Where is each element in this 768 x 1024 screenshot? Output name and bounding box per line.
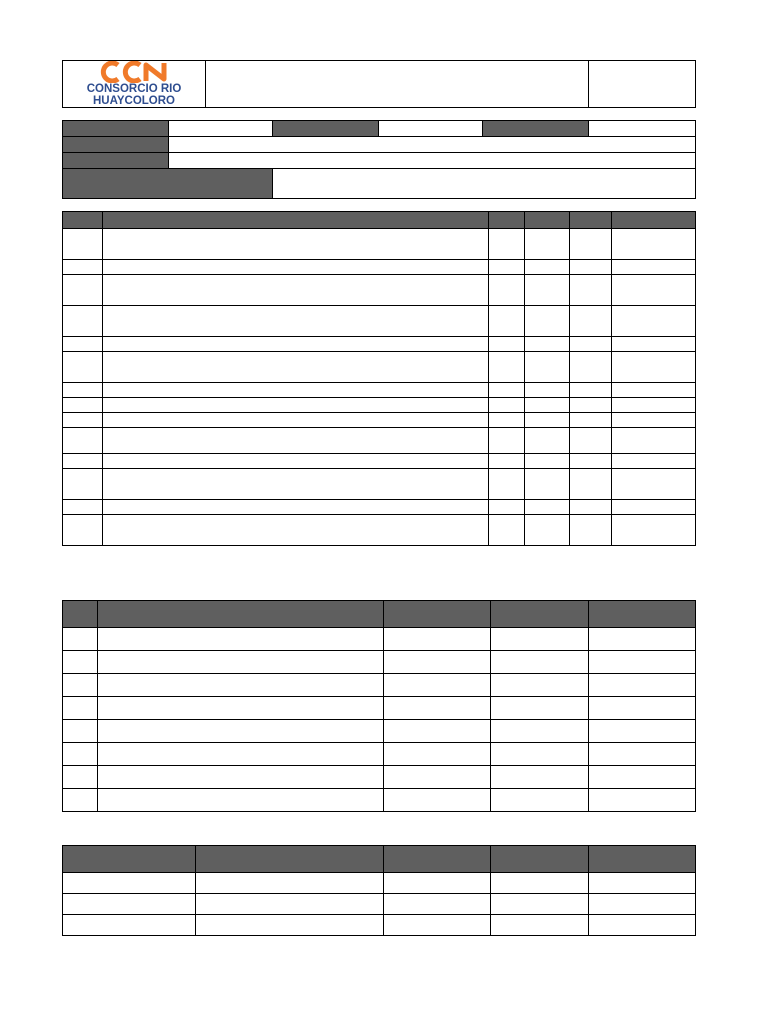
item-option-3-cell [570, 469, 612, 500]
item-number-cell [63, 413, 103, 428]
item-option-3-cell [570, 500, 612, 515]
item-option-2-cell [525, 352, 570, 383]
item-description-cell [103, 469, 489, 500]
info-row [63, 137, 696, 153]
item-option-1-cell [489, 306, 525, 337]
resource-cell [491, 628, 589, 651]
item-option-2-cell [525, 469, 570, 500]
signature-cell [491, 915, 589, 936]
signature-col-header [589, 846, 696, 873]
resource-cell [384, 651, 491, 674]
item-option-3-cell [570, 515, 612, 546]
item-number-cell [63, 337, 103, 352]
resource-row [63, 697, 696, 720]
checklist-row [63, 352, 696, 383]
item-number-cell [63, 500, 103, 515]
checklist-row [63, 260, 696, 275]
document-header [62, 60, 696, 108]
item-description-cell [103, 260, 489, 275]
item-number-cell [63, 275, 103, 306]
signature-cell [589, 894, 696, 915]
info-row [63, 153, 696, 169]
resource-cell [98, 766, 384, 789]
resource-cell [98, 743, 384, 766]
checklist-header-row [63, 212, 696, 229]
item-option-2-cell [525, 260, 570, 275]
resource-cell [98, 697, 384, 720]
info-value-cell [273, 169, 696, 199]
resource-cell [384, 628, 491, 651]
item-description-cell [103, 500, 489, 515]
signature-cell [589, 915, 696, 936]
resource-cell [491, 743, 589, 766]
resource-cell [589, 674, 696, 697]
signature-row [63, 894, 696, 915]
item-remarks-cell [612, 398, 696, 413]
checklist-row [63, 500, 696, 515]
info-label-cell [273, 121, 379, 137]
item-option-3-cell [570, 275, 612, 306]
resource-row [63, 628, 696, 651]
resource-row [63, 720, 696, 743]
item-option-1-cell [489, 428, 525, 454]
resource-cell [384, 743, 491, 766]
resource-cell [384, 697, 491, 720]
resource-row [63, 766, 696, 789]
item-remarks-cell [612, 469, 696, 500]
resource-cell [491, 651, 589, 674]
item-option-3-cell [570, 428, 612, 454]
resource-cell [384, 766, 491, 789]
item-number-cell [63, 428, 103, 454]
signature-table [62, 845, 696, 936]
item-number-cell [63, 352, 103, 383]
item-description-cell [103, 515, 489, 546]
item-option-1-cell [489, 413, 525, 428]
resource-row [63, 674, 696, 697]
item-description-cell [103, 306, 489, 337]
resource-cell [589, 720, 696, 743]
item-option-2-cell [525, 413, 570, 428]
resource-col-header [384, 601, 491, 628]
info-row [63, 169, 696, 199]
resource-cell [491, 674, 589, 697]
item-option-3-cell [570, 383, 612, 398]
item-description-cell [103, 454, 489, 469]
item-option-2-cell [525, 383, 570, 398]
item-option-2-cell [525, 515, 570, 546]
item-option-2-cell [525, 306, 570, 337]
document-title-cell [206, 61, 589, 108]
signature-cell [491, 873, 589, 894]
resource-cell [491, 697, 589, 720]
item-option-1-cell [489, 352, 525, 383]
item-option-1-cell [489, 229, 525, 260]
item-option-2-cell [525, 500, 570, 515]
checklist-row [63, 413, 696, 428]
resource-row [63, 789, 696, 812]
info-label-cell [63, 137, 169, 153]
info-value-cell [169, 121, 273, 137]
item-option-2-cell [525, 398, 570, 413]
item-option-2-cell [525, 428, 570, 454]
resource-row [63, 651, 696, 674]
resource-cell [491, 789, 589, 812]
item-option-3-cell [570, 352, 612, 383]
col-header-option-3 [570, 212, 612, 229]
item-remarks-cell [612, 454, 696, 469]
signature-cell [384, 873, 491, 894]
signature-col-header [196, 846, 384, 873]
resource-row [63, 743, 696, 766]
resource-col-header [491, 601, 589, 628]
resource-table [62, 600, 696, 812]
signature-col-header [491, 846, 589, 873]
signature-col-header [384, 846, 491, 873]
resource-header-row [63, 601, 696, 628]
resource-cell [589, 628, 696, 651]
item-remarks-cell [612, 413, 696, 428]
checklist-table [62, 211, 696, 546]
item-option-3-cell [570, 306, 612, 337]
item-description-cell [103, 428, 489, 454]
company-name-line2: HUAYCOLORO [93, 95, 175, 107]
item-option-1-cell [489, 454, 525, 469]
resource-cell [589, 789, 696, 812]
signature-cell [63, 894, 196, 915]
item-option-1-cell [489, 383, 525, 398]
info-value-cell [169, 153, 696, 169]
item-description-cell [103, 275, 489, 306]
item-option-1-cell [489, 260, 525, 275]
info-block [62, 120, 696, 199]
checklist-row [63, 454, 696, 469]
info-value-cell [589, 121, 696, 137]
signature-row [63, 915, 696, 936]
item-remarks-cell [612, 275, 696, 306]
resource-col-header [98, 601, 384, 628]
info-label-cell-ext [169, 169, 273, 199]
checklist-row [63, 275, 696, 306]
info-value-cell [169, 137, 696, 153]
resource-cell [491, 766, 589, 789]
checklist-row [63, 469, 696, 500]
item-number-cell [63, 398, 103, 413]
signature-cell [491, 894, 589, 915]
resource-cell [63, 789, 98, 812]
item-number-cell [63, 229, 103, 260]
resource-cell [98, 628, 384, 651]
signature-cell [589, 873, 696, 894]
signature-cell [63, 873, 196, 894]
item-option-1-cell [489, 337, 525, 352]
checklist-row [63, 306, 696, 337]
item-option-1-cell [489, 398, 525, 413]
item-option-1-cell [489, 469, 525, 500]
item-description-cell [103, 383, 489, 398]
resource-cell [63, 628, 98, 651]
item-remarks-cell [612, 428, 696, 454]
resource-cell [491, 720, 589, 743]
item-number-cell [63, 454, 103, 469]
signature-cell [196, 894, 384, 915]
item-remarks-cell [612, 306, 696, 337]
item-number-cell [63, 515, 103, 546]
signature-col-header [63, 846, 196, 873]
item-option-3-cell [570, 229, 612, 260]
item-option-3-cell [570, 454, 612, 469]
item-option-2-cell [525, 337, 570, 352]
checklist-row [63, 337, 696, 352]
item-option-3-cell [570, 260, 612, 275]
item-description-cell [103, 413, 489, 428]
resource-cell [98, 720, 384, 743]
company-logo [63, 61, 205, 107]
signature-cell [63, 915, 196, 936]
resource-cell [63, 651, 98, 674]
item-option-3-cell [570, 413, 612, 428]
resource-cell [63, 766, 98, 789]
item-number-cell [63, 469, 103, 500]
checklist-row [63, 383, 696, 398]
resource-cell [63, 743, 98, 766]
item-remarks-cell [612, 383, 696, 398]
col-header-remarks [612, 212, 696, 229]
col-header-option-1 [489, 212, 525, 229]
info-label-cell [63, 169, 169, 199]
info-row [63, 121, 696, 137]
checklist-row [63, 398, 696, 413]
resource-cell [63, 697, 98, 720]
item-number-cell [63, 260, 103, 275]
info-label-cell [63, 153, 169, 169]
item-option-1-cell [489, 500, 525, 515]
resource-cell [589, 743, 696, 766]
item-option-2-cell [525, 229, 570, 260]
item-remarks-cell [612, 260, 696, 275]
col-header-description [103, 212, 489, 229]
ccn-logo-mark-icon [96, 61, 172, 83]
item-description-cell [103, 229, 489, 260]
col-header-number [63, 212, 103, 229]
resource-cell [63, 720, 98, 743]
resource-cell [98, 789, 384, 812]
signature-header-row [63, 846, 696, 873]
resource-cell [98, 651, 384, 674]
item-number-cell [63, 383, 103, 398]
item-remarks-cell [612, 337, 696, 352]
resource-cell [589, 766, 696, 789]
checklist-row [63, 428, 696, 454]
document-code-cell [589, 61, 696, 108]
resource-col-header [589, 601, 696, 628]
checklist-row [63, 515, 696, 546]
resource-cell [384, 720, 491, 743]
col-header-option-2 [525, 212, 570, 229]
info-value-cell [379, 121, 483, 137]
company-name-line1: CONSORCIO RIO [86, 83, 182, 95]
info-label-cell [63, 121, 169, 137]
checklist-row [63, 229, 696, 260]
item-option-3-cell [570, 398, 612, 413]
resource-cell [63, 674, 98, 697]
item-remarks-cell [612, 352, 696, 383]
signature-cell [196, 915, 384, 936]
item-option-1-cell [489, 515, 525, 546]
item-description-cell [103, 352, 489, 383]
resource-cell [384, 789, 491, 812]
signature-cell [384, 915, 491, 936]
item-remarks-cell [612, 500, 696, 515]
item-description-cell [103, 337, 489, 352]
signature-row [63, 873, 696, 894]
item-number-cell [63, 306, 103, 337]
item-remarks-cell [612, 515, 696, 546]
resource-cell [589, 651, 696, 674]
item-remarks-cell [612, 229, 696, 260]
item-option-2-cell [525, 454, 570, 469]
resource-col-header [63, 601, 98, 628]
item-option-3-cell [570, 337, 612, 352]
item-option-2-cell [525, 275, 570, 306]
signature-cell [384, 894, 491, 915]
resource-cell [589, 697, 696, 720]
item-option-1-cell [489, 275, 525, 306]
info-label-cell [483, 121, 589, 137]
item-description-cell [103, 398, 489, 413]
resource-cell [384, 674, 491, 697]
logo-cell [63, 61, 206, 108]
signature-cell [196, 873, 384, 894]
resource-cell [98, 674, 384, 697]
